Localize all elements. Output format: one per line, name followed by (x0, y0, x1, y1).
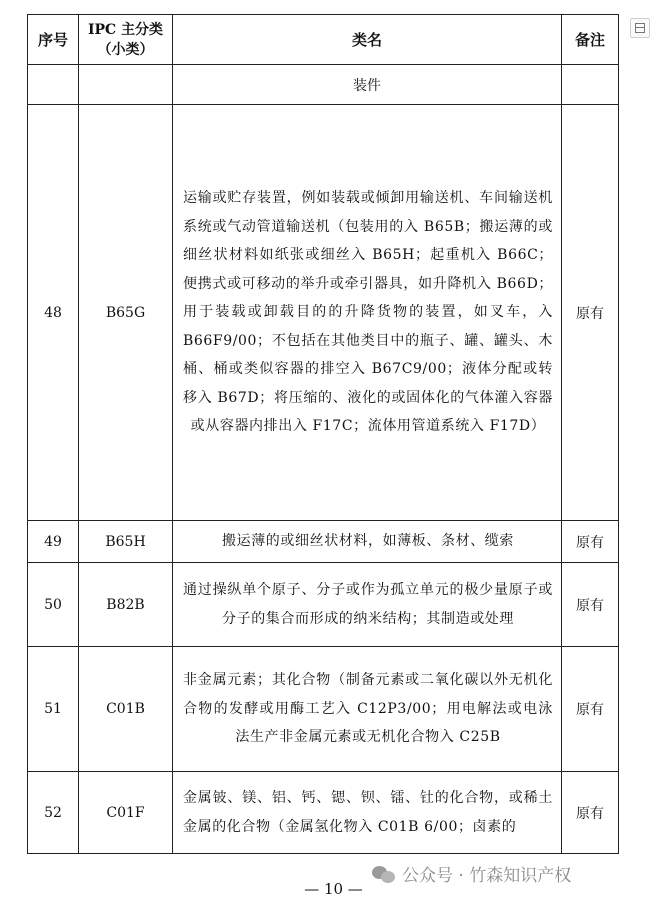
page-number: — 10 — (304, 880, 363, 898)
header-note: 备注 (562, 15, 619, 65)
header-name: 类名 (173, 15, 562, 65)
header-seq: 序号 (28, 15, 79, 65)
table-row (28, 105, 619, 521)
watermark-text: 公众号 · 竹森知识产权 (402, 866, 572, 886)
section-seq-cell (28, 65, 79, 105)
header-row (28, 15, 619, 65)
row-note: 原有 (562, 105, 619, 521)
row-seq: 52 (28, 772, 79, 854)
header-ipc-line2: （小类） (97, 41, 154, 58)
row-code: B82B (79, 563, 173, 647)
row-desc: 运输或贮存装置，例如装载或倾卸用输送机、车间输送机系统或气动管道输送机（包装用的入 B65B；搬运薄的或细丝状材料如纸张或细丝入 B65H；起重机入 B66C；便携式或可移动的举升或牵引器具，如升降机入 B66D；用于装载或卸载目的的升降货物的装置，如叉车，入 B66F9/00；不包括在其他类目中的瓶子、罐、罐头、木桶、桶或类似容器的排空入 B67C9/00；液体分配或转移入 B67D；将压缩的、液化的或固体化的气体灌入容器或从容器内排出入 F17C；流体用管道系统入 F17D） (173, 105, 562, 521)
row-seq: 51 (28, 647, 79, 772)
section-label: 装件 (173, 65, 562, 105)
header-ipc-line1: IPC 主分类 (87, 21, 164, 38)
table-row (28, 563, 619, 647)
row-desc: 通过操纵单个原子、分子或作为孤立单元的极少量原子或分子的集合而形成的纳米结构；其制造或处理 (173, 563, 562, 647)
row-code: B65H (79, 521, 173, 563)
row-code: B65G (79, 105, 173, 521)
ipc-table (27, 14, 619, 854)
row-seq: 49 (28, 521, 79, 563)
header-ipc (79, 15, 173, 65)
row-desc: 搬运薄的或细丝状材料，如薄板、条材、缆索 (173, 521, 562, 563)
row-code: C01F (79, 772, 173, 854)
row-seq: 50 (28, 563, 79, 647)
row-note: 原有 (562, 772, 619, 854)
row-desc: 金属铍、镁、铝、钙、锶、钡、镭、钍的化合物，或稀土金属的化合物（金属氢化物入 C01B 6/00；卤素的 (173, 772, 562, 854)
section-row (28, 65, 619, 105)
section-note-cell (562, 65, 619, 105)
row-seq: 48 (28, 105, 79, 521)
row-note: 原有 (562, 521, 619, 563)
table-row (28, 521, 619, 563)
grid-icon[interactable] (630, 18, 650, 38)
row-note: 原有 (562, 563, 619, 647)
table-row (28, 647, 619, 772)
section-code-cell (79, 65, 173, 105)
row-desc: 非金属元素；其化合物（制备元素或二氧化碳以外无机化合物的发酵或用酶工艺入 C12P3/00；用电解法或电泳法生产非金属元素或无机化合物入 C25B (173, 647, 562, 772)
row-note: 原有 (562, 647, 619, 772)
table-row (28, 772, 619, 854)
row-code: C01B (79, 647, 173, 772)
